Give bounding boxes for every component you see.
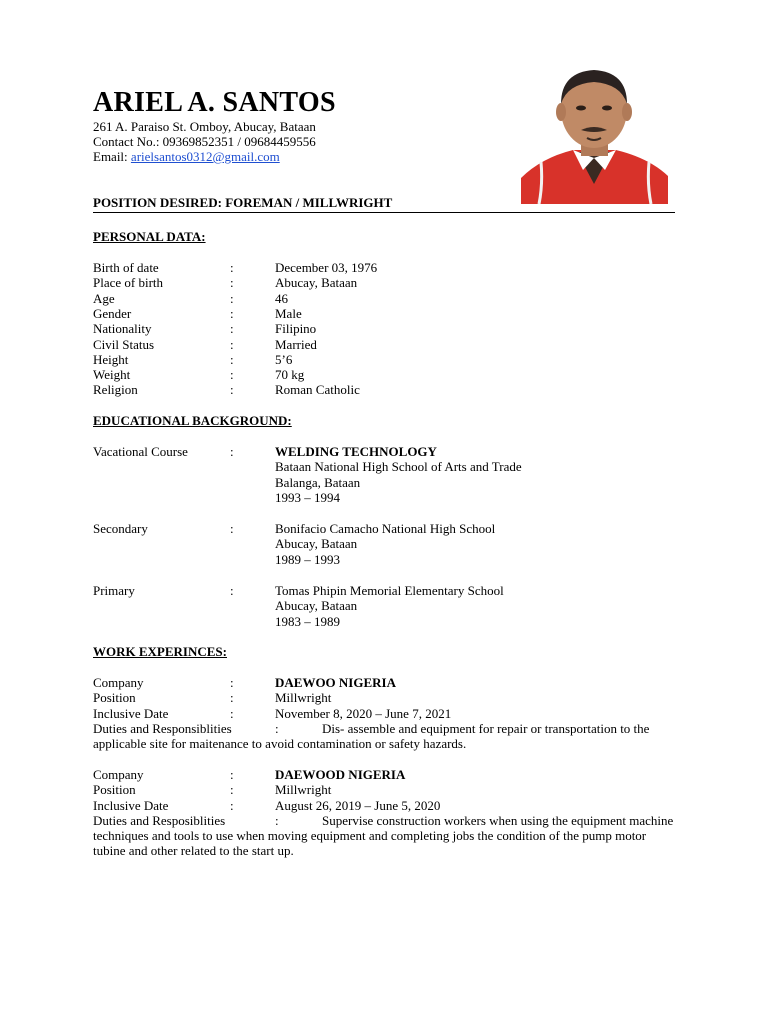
field-label: Civil Status bbox=[93, 336, 155, 352]
email-line bbox=[93, 149, 316, 164]
duties-text: Dis- assemble and equipment for repair or transportation to the applicable site for maitenance to avoid contamination or safety hazards. bbox=[93, 720, 650, 752]
colon: : bbox=[275, 812, 279, 828]
field-value: Roman Catholic bbox=[275, 382, 360, 398]
company-name bbox=[275, 675, 396, 690]
field-value: December 03, 1976 bbox=[275, 260, 378, 275]
colon: : bbox=[230, 782, 234, 798]
field-label: Company bbox=[93, 675, 144, 690]
colon: : bbox=[230, 382, 234, 398]
field-label: Birth of date bbox=[93, 260, 159, 275]
position-desired: POSITION DESIRED: FOREMAN / MILLWRIGHT bbox=[93, 195, 393, 210]
education-details bbox=[275, 444, 522, 505]
colon: : bbox=[275, 720, 279, 736]
company-name-text: DAEWOO NIGERIA bbox=[275, 675, 396, 690]
field-label: Nationality bbox=[93, 321, 152, 337]
address: 261 A. Paraiso St. Omboy, Abucay, Bataan bbox=[93, 119, 316, 134]
colon: : bbox=[230, 705, 234, 721]
colon: : bbox=[230, 290, 234, 306]
person-photo-icon bbox=[521, 66, 668, 204]
education-level: Primary bbox=[93, 583, 135, 598]
field-value: Married bbox=[275, 336, 317, 352]
job-position: Millwright bbox=[275, 782, 332, 798]
colon: : bbox=[230, 690, 234, 706]
field-value: Male bbox=[275, 305, 302, 321]
field-label: Religion bbox=[93, 382, 138, 398]
field-label: Inclusive Date bbox=[93, 797, 169, 813]
field-value: 46 bbox=[275, 290, 288, 306]
field-label: Position bbox=[93, 690, 136, 706]
field-value: Filipino bbox=[275, 321, 317, 337]
colon: : bbox=[230, 260, 234, 275]
school-name: Bonifacio Camacho National High School bbox=[275, 521, 496, 536]
colon: : bbox=[230, 367, 234, 383]
colon: : bbox=[230, 675, 234, 690]
field-value: 70 kg bbox=[275, 367, 305, 383]
field-label: Place of birth bbox=[93, 275, 164, 291]
colon: : bbox=[230, 321, 234, 337]
email-link[interactable]: arielsantos0312@gmail.com bbox=[130, 149, 280, 164]
education-details bbox=[275, 583, 504, 629]
job-dates: November 8, 2020 – June 7, 2021 bbox=[275, 705, 452, 721]
field-label: Position bbox=[93, 782, 136, 798]
education-level: Vacational Course bbox=[93, 444, 188, 459]
colon: : bbox=[230, 336, 234, 352]
work-heading: WORK EXPERINCES: bbox=[93, 644, 227, 659]
divider bbox=[93, 212, 675, 213]
duties-text: Supervise construction workers when using the equipment machine techniques and tools to use when moving equipment and completing jobs the condition of the pump motor tubine and other related to the start up. bbox=[93, 812, 674, 859]
applicant-photo bbox=[521, 66, 668, 204]
job-duties bbox=[93, 813, 678, 859]
company-name bbox=[275, 767, 405, 782]
school-location: Balanga, Bataan bbox=[275, 474, 361, 490]
school-years: 1989 – 1993 bbox=[275, 551, 340, 567]
email-label: Email: bbox=[93, 149, 131, 164]
colon: : bbox=[230, 351, 234, 367]
school-name: Tomas Phipin Memorial Elementary School bbox=[275, 583, 504, 598]
field-label: Gender bbox=[93, 305, 132, 321]
company-name-text: DAEWOOD NIGERIA bbox=[275, 767, 406, 782]
colon: : bbox=[230, 767, 234, 782]
job-duties bbox=[93, 721, 678, 752]
personal-data-heading: PERSONAL DATA: bbox=[93, 229, 206, 244]
colon: : bbox=[230, 797, 234, 813]
contact-block bbox=[93, 119, 316, 164]
colon: : bbox=[230, 583, 234, 598]
contact-number: Contact No.: 09369852351 / 09684459556 bbox=[93, 134, 316, 149]
field-label: Inclusive Date bbox=[93, 705, 169, 721]
school-name: Bataan National High School of Arts and Trade bbox=[275, 459, 522, 475]
colon: : bbox=[230, 305, 234, 321]
colon: : bbox=[230, 444, 234, 459]
field-label: Duties and Responsiblities bbox=[93, 720, 232, 736]
field-label: Age bbox=[93, 290, 115, 306]
applicant-name: ARIEL A. SANTOS bbox=[93, 87, 336, 118]
field-value: Abucay, Bataan bbox=[275, 275, 358, 291]
education-heading: EDUCATIONAL BACKGROUND: bbox=[93, 413, 292, 428]
field-value: 5’6 bbox=[275, 351, 293, 367]
field-label: Weight bbox=[93, 367, 131, 383]
school-location: Abucay, Bataan bbox=[275, 536, 358, 552]
colon: : bbox=[230, 521, 234, 536]
field-label: Height bbox=[93, 351, 129, 367]
school-years: 1993 – 1994 bbox=[275, 489, 340, 505]
school-years: 1983 – 1989 bbox=[275, 613, 340, 629]
field-label: Duties and Resposiblities bbox=[93, 812, 226, 828]
job-position: Millwright bbox=[275, 690, 332, 706]
field-label: Company bbox=[93, 767, 144, 782]
colon: : bbox=[230, 275, 234, 291]
education-details bbox=[275, 521, 495, 567]
school-location: Abucay, Bataan bbox=[275, 598, 358, 614]
education-level: Secondary bbox=[93, 521, 148, 536]
course-title: WELDING TECHNOLOGY bbox=[275, 444, 437, 459]
job-dates: August 26, 2019 – June 5, 2020 bbox=[275, 797, 441, 813]
